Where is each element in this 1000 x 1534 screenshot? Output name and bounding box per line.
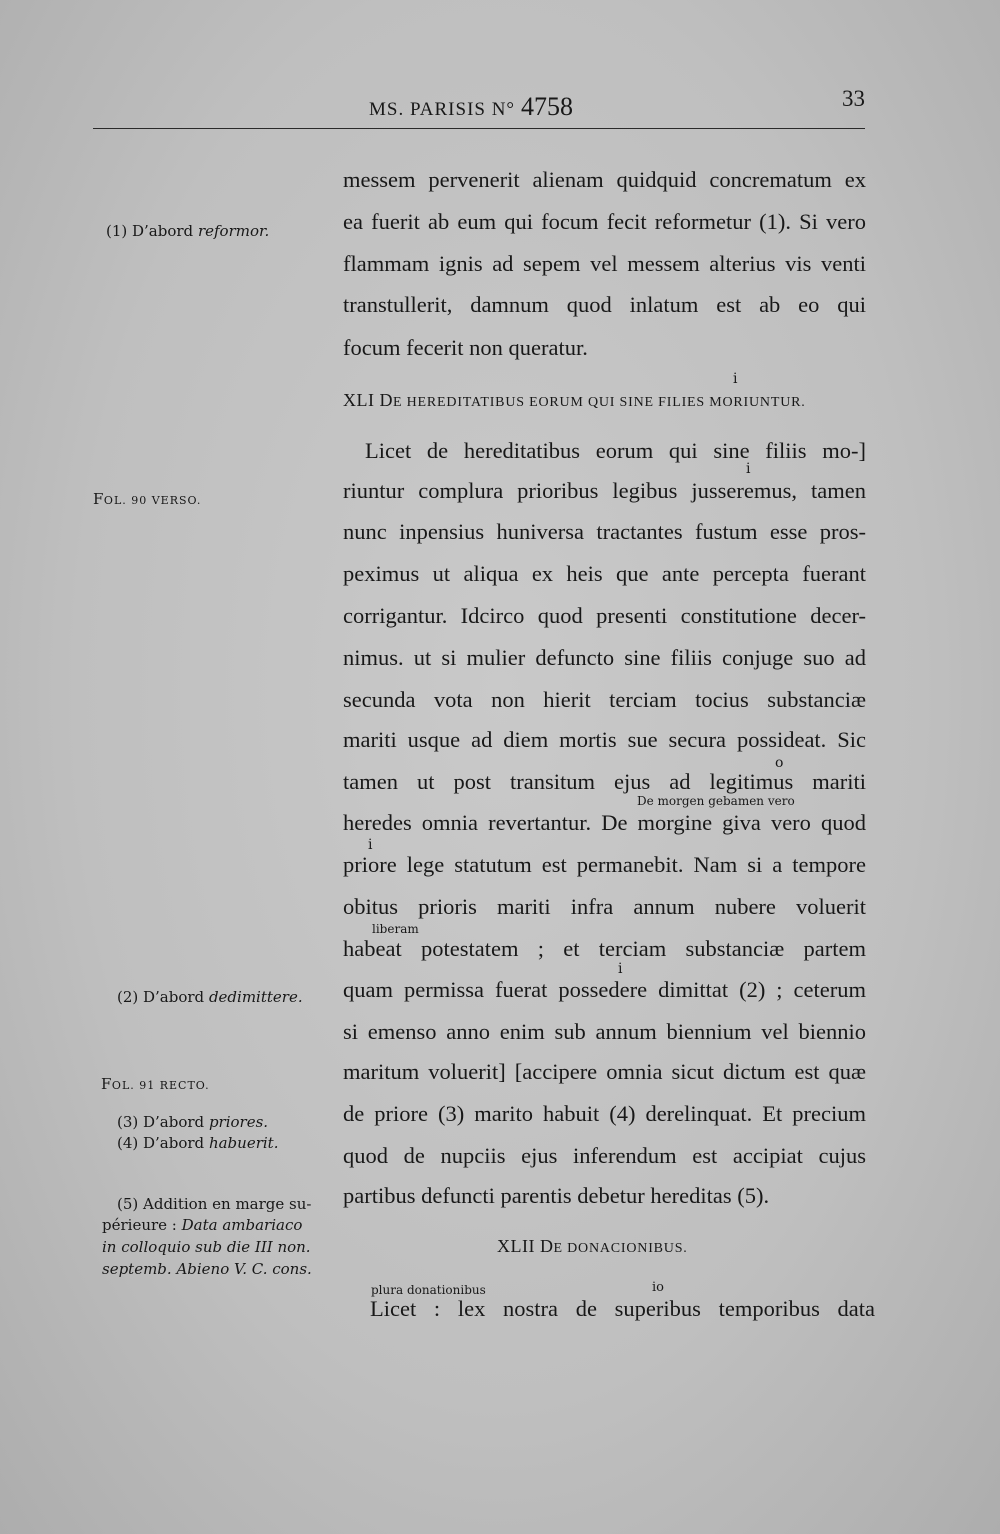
interlinear-correction: De morgen gebamen vero bbox=[637, 794, 795, 808]
body-line: Licet de hereditatibus eorum qui sine filiis mo-] bbox=[365, 438, 866, 463]
body-line: secunda vota non hierit terciam tocius substanciæ bbox=[343, 687, 866, 712]
body-line: ea fuerit ab eum qui focum fecit reformetur (1). Si vero bbox=[343, 209, 866, 234]
body-line: nunc inpensius huniversa tractantes fustum esse pros- bbox=[343, 519, 866, 544]
footnote-5-line: in colloquio sub die III non. bbox=[102, 1238, 311, 1256]
section-heading-42: XLII DE DONACIONIBUS. bbox=[497, 1236, 688, 1256]
interlinear-correction: liberam bbox=[372, 922, 419, 936]
body-line: habeat potestatem ; et terciam substanciæ partem bbox=[343, 936, 866, 961]
footnote-5-line: (5) Addition en marge su- bbox=[117, 1195, 312, 1213]
footnote-5-line: périeure : Data ambariaco bbox=[102, 1216, 303, 1234]
footnote-4: (4) D’abord habuerit. bbox=[117, 1134, 279, 1152]
body-line: quam permissa fuerat possedere dimittat (2) ; ceterum bbox=[343, 977, 866, 1002]
manuscript-number: 4758 bbox=[521, 92, 574, 121]
page-number: 33 bbox=[842, 86, 865, 111]
footnote-3: (3) D’abord priores. bbox=[117, 1113, 269, 1131]
body-line: si emenso anno enim sub annum biennium vel biennio bbox=[343, 1019, 866, 1044]
body-line: tamen ut post transitum ejus ad legitimus mariti bbox=[343, 769, 866, 794]
body-line: messem pervenerit alienam quidquid concrematum ex bbox=[343, 167, 866, 192]
body-line: flammam ignis ad sepem vel messem alterius vis venti bbox=[343, 251, 866, 276]
interlinear-correction: i bbox=[746, 461, 751, 477]
body-line: riuntur complura prioribus legibus jusseremus, tamen bbox=[343, 478, 866, 503]
body-line: focum fecerit non queratur. bbox=[343, 335, 588, 360]
interlinear-correction: o bbox=[775, 755, 784, 771]
page-header bbox=[93, 82, 865, 129]
body-line: corrigantur. Idcirco quod presenti constitutione decer- bbox=[343, 603, 866, 628]
interlinear-correction: i bbox=[368, 837, 373, 853]
footnote-1: (1) D’abord reformor. bbox=[106, 222, 270, 240]
body-line: nimus. ut si mulier defuncto sine filiis conjuge suo ad bbox=[343, 645, 866, 670]
body-line: de priore (3) marito habuit (4) derelinquat. Et precium bbox=[343, 1101, 866, 1126]
footnote-2: (2) D’abord dedimittere. bbox=[117, 988, 303, 1006]
body-line: maritum voluerit] [accipere omnia sicut dictum est quæ bbox=[343, 1059, 866, 1084]
body-line: Licet : lex nostra de superibus temporibus data bbox=[370, 1296, 875, 1321]
folio-marker-90-verso: FOL. 90 VERSO. bbox=[93, 490, 202, 508]
body-line: mariti usque ad diem mortis sue secura possideat. Sic bbox=[343, 727, 866, 752]
body-line: heredes omnia revertantur. De morgine giva vero quod bbox=[343, 810, 866, 835]
interlinear-correction: i bbox=[618, 961, 623, 977]
body-line: priore lege statutum est permanebit. Nam si a tempore bbox=[343, 852, 866, 877]
interlinear-correction: i bbox=[733, 371, 738, 387]
body-line: transtullerit, damnum quod inlatum est ab eo qui bbox=[343, 292, 866, 317]
body-line: quod de nupciis ejus inferendum est accipiat cujus bbox=[343, 1143, 866, 1168]
folio-marker-91-recto: FOL. 91 RECTO. bbox=[101, 1075, 210, 1093]
running-title: MS. PARISIS N° 4758 bbox=[369, 92, 574, 121]
interlinear-correction: io bbox=[652, 1280, 664, 1295]
body-line: peximus ut aliqua ex heis que ante percepta fuerant bbox=[343, 561, 866, 586]
body-line: partibus defuncti parentis debetur hereditas (5). bbox=[343, 1183, 770, 1208]
footnote-5-line: septemb. Abieno V. C. cons. bbox=[102, 1260, 312, 1278]
section-heading-41: XLI DE HEREDITATIBUS EORUM QUI SINE FILIES MORIUNTUR. bbox=[343, 390, 806, 410]
interlinear-correction: plura donationibus bbox=[371, 1283, 486, 1297]
body-line: obitus prioris mariti infra annum nubere voluerit bbox=[343, 894, 866, 919]
